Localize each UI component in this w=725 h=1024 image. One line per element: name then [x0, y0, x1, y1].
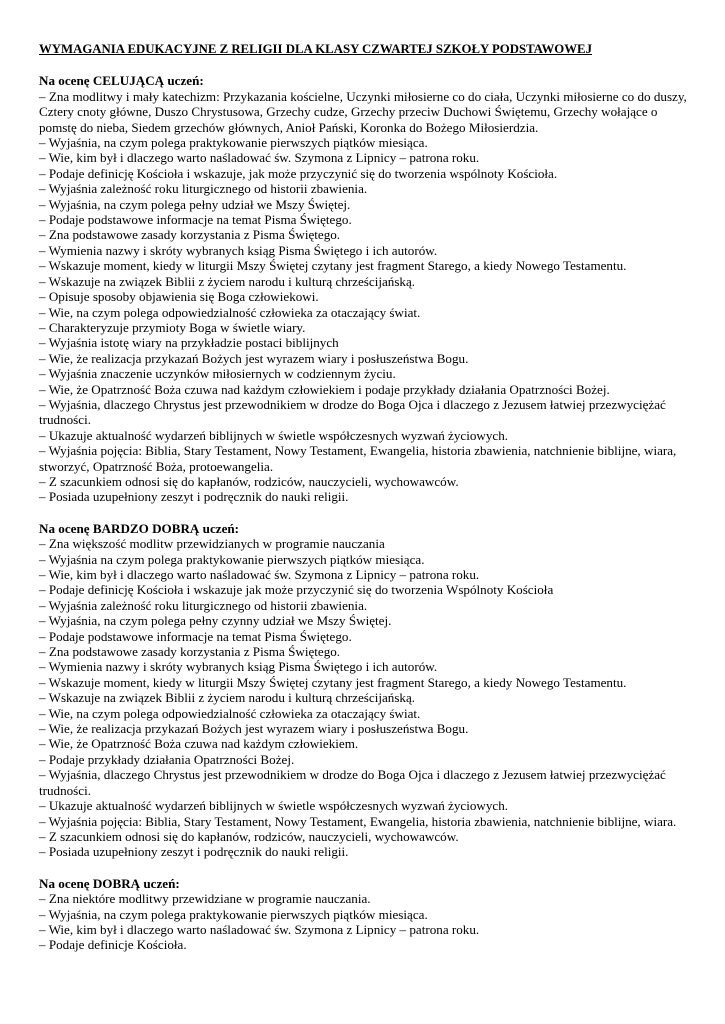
requirement-item: – Wie, na czym polega odpowiedzialność człowieka za otaczający świat.: [39, 304, 421, 320]
requirement-item: – Wyjaśnia, na czym polega pełny czynny udział we Mszy Świętej.: [39, 613, 392, 629]
requirement-item: – Posiada uzupełniony zeszyt i podręcznik do nauki religii.: [39, 489, 349, 505]
requirements-list: [39, 89, 691, 505]
requirement-item: – Wskazuje moment, kiedy w liturgii Mszy Świętej czytany jest fragment Starego, a kiedy Nowego Testamentu.: [39, 258, 627, 274]
section-grade-bardzo-dobry: [39, 521, 691, 860]
requirement-item: – Zna większość modlitw przewidzianych w programie nauczania: [39, 536, 385, 552]
requirement-item: – Ukazuje aktualność wydarzeń biblijnych w świetle współczesnych wyzwań życiowych.: [39, 798, 509, 814]
requirement-item: – Wymienia nazwy i skróty wybranych ksiąg Pisma Świętego i ich autorów.: [39, 242, 438, 258]
requirement-item: – Opisuje sposoby objawienia się Boga człowiekowi.: [39, 289, 319, 305]
requirement-item: – Posiada uzupełniony zeszyt i podręcznik do nauki religii.: [39, 844, 349, 860]
requirement-item: – Podaje podstawowe informacje na temat Pisma Świętego.: [39, 628, 352, 644]
requirement-item: – Wie, że realizacja przykazań Bożych jest wyrazem wiary i posłuszeństwa Bogu.: [39, 721, 469, 737]
requirement-item: – Wie, kim był i dlaczego warto naśladować św. Szymona z Lipnicy – patrona roku.: [39, 921, 480, 937]
section-heading: Na ocenę CELUJĄCĄ uczeń:: [39, 73, 204, 89]
requirement-item: – Podaje definicję Kościoła i wskazuje, jak może przyczynić się do tworzenia wspólnoty Kościoła.: [39, 165, 558, 181]
requirement-item: – Zna podstawowe zasady korzystania z Pisma Świętego.: [39, 227, 341, 243]
requirements-list: [39, 536, 691, 860]
requirement-item: – Podaje definicję Kościoła i wskazuje jak może przyczynić się do tworzenia Wspólnoty Kościoła: [39, 582, 554, 598]
requirement-item: – Zna niektóre modlitwy przewidziane w programie nauczania.: [39, 891, 371, 907]
requirement-item: – Wyjaśnia zależność roku liturgicznego od historii zbawienia.: [39, 181, 368, 197]
requirement-item: – Wyjaśnia pojęcia: Biblia, Stary Testament, Nowy Testament, Ewangelia, historia zbawienia, natchnienie biblijne, wiara, stworzyć, Opatrzność Boża, protoewangelia.: [39, 443, 677, 474]
requirement-item: – Z szacunkiem odnosi się do kapłanów, rodziców, nauczycieli, wychowawców.: [39, 473, 459, 489]
document-page: [39, 42, 691, 969]
requirement-item: – Wskazuje na związek Biblii z życiem narodu i kulturą chrześcijańską.: [39, 273, 416, 289]
requirement-item: – Podaje przykłady działania Opatrzności Bożej.: [39, 751, 295, 767]
requirement-item: – Podaje podstawowe informacje na temat Pisma Świętego.: [39, 212, 352, 228]
requirement-item: – Wyjaśnia, na czym polega pełny udział we Mszy Świętej.: [39, 196, 351, 212]
requirement-item: – Wyjaśnia zależność roku liturgicznego od historii zbawienia.: [39, 597, 368, 613]
section-grade-celujacy: [39, 73, 691, 504]
requirement-item: – Wie, kim był i dlaczego warto naśladować św. Szymona z Lipnicy – patrona roku.: [39, 567, 480, 582]
document-title: WYMAGANIA EDUKACYJNE Z RELIGII DLA KLASY CZWARTEJ SZKOŁY PODSTAWOWEJ: [39, 42, 592, 56]
requirement-item: – Wyjaśnia znaczenie uczynków miłosiernych w codziennym życiu.: [39, 366, 396, 382]
requirement-item: – Wie, że Opatrzność Boża czuwa nad każdym człowiekiem i podaje przykłady działania Opatrzności Bożej.: [39, 381, 610, 397]
requirement-item: – Wyjaśnia, dlaczego Chrystus jest przewodnikiem w drodze do Boga Ojca i dlaczego z Jezusem łatwiej przezwyciężać trudności.: [39, 396, 666, 428]
requirement-item: – Wyjaśnia pojęcia: Biblia, Stary Testament, Nowy Testament, Ewangelia, historia zbawienia, natchnienie biblijne, wiara.: [39, 813, 677, 829]
requirement-item: – Wie, że realizacja przykazań Bożych jest wyrazem wiary i posłuszeństwa Bogu.: [39, 350, 469, 366]
requirement-item: – Wie, że Opatrzność Boża czuwa nad każdym człowiekiem.: [39, 736, 359, 752]
section-heading: Na ocenę DOBRĄ uczeń:: [39, 875, 180, 891]
requirements-list: [39, 891, 691, 953]
requirement-item: – Wie, na czym polega odpowiedzialność człowieka za otaczający świat.: [39, 705, 421, 721]
requirement-item: – Wyjaśnia, na czym polega praktykowanie pierwszych piątków miesiąca.: [39, 135, 428, 151]
requirement-item: – Z szacunkiem odnosi się do kapłanów, rodziców, nauczycieli, wychowawców.: [39, 828, 459, 844]
requirement-item: – Wyjaśnia, na czym polega praktykowanie pierwszych piątków miesiąca.: [39, 906, 428, 922]
requirement-item: – Zna modlitwy i mały katechizm: Przykazania kościelne, Uczynki miłosierne co do ciała, Uczynki miłosierne co do duszy, Cztery cnoty główne, Duszo Chrystusowa, Grzechy cudze, Grzechy przeciw Duchowi Świętemu, Grzechy wołające o pomstę do nieba, Siedem grzechów głównych, Anioł Pański, Koronka do Bożego Miłosierdzia.: [39, 88, 687, 135]
requirement-item: – Wskazuje moment, kiedy w liturgii Mszy Świętej czytany jest fragment Starego, a kiedy Nowego Testamentu.: [39, 674, 627, 690]
requirement-item: – Zna podstawowe zasady korzystania z Pisma Świętego.: [39, 644, 341, 660]
requirement-item: – Wskazuje na związek Biblii z życiem narodu i kulturą chrześcijańską.: [39, 690, 416, 706]
requirement-item: – Wymienia nazwy i skróty wybranych ksiąg Pisma Świętego i ich autorów.: [39, 659, 438, 675]
requirement-item: – Wyjaśnia na czym polega praktykowanie pierwszych piątków miesiąca.: [39, 551, 425, 567]
requirement-item: – Wyjaśnia, dlaczego Chrystus jest przewodnikiem w drodze do Boga Ojca i dlaczego z Jezusem łatwiej przezwyciężać trudności.: [39, 767, 666, 798]
requirement-item: – Ukazuje aktualność wydarzeń biblijnych w świetle współczesnych wyzwań życiowych.: [39, 427, 509, 443]
requirement-item: – Wyjaśnia istotę wiary na przykładzie postaci biblijnych: [39, 335, 339, 351]
section-heading: Na ocenę BARDZO DOBRĄ uczeń:: [39, 520, 240, 536]
requirement-item: – Charakteryzuje przymioty Boga w świetle wiary.: [39, 319, 306, 335]
requirement-item: – Podaje definicje Kościoła.: [39, 937, 187, 953]
requirement-item: – Wie, kim był i dlaczego warto naśladować św. Szymona z Lipnicy – patrona roku.: [39, 150, 480, 166]
section-grade-dobry: [39, 876, 691, 953]
